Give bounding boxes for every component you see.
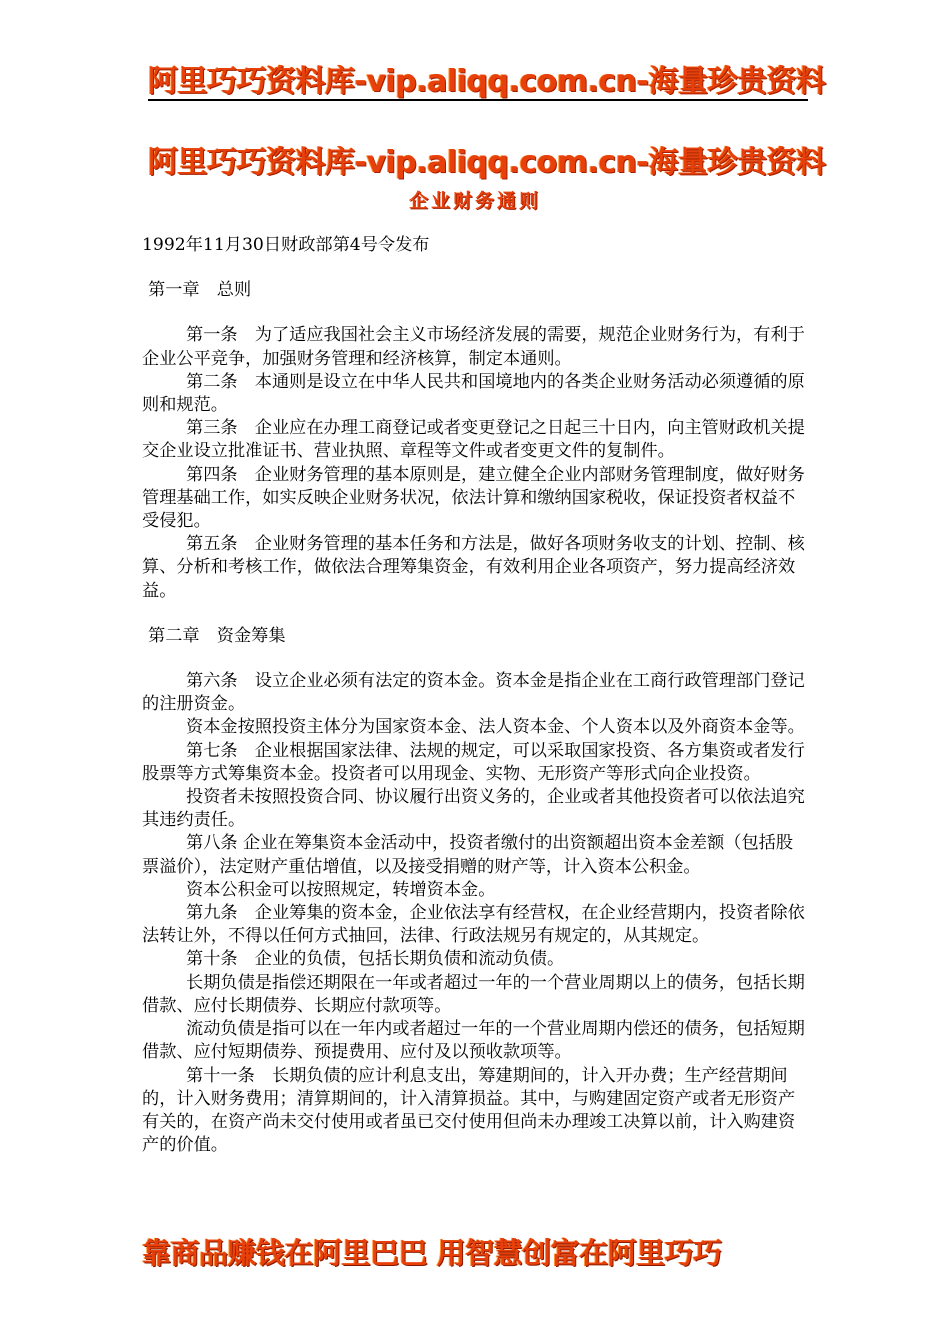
footer-banner[interactable]: 靠商品赚钱在阿里巴巴 用智慧创富在阿里巧巧 bbox=[142, 1236, 722, 1270]
header-banner[interactable]: 阿里巧巧资料库-vip.aliqq.com.cn-海量珍贵资料 bbox=[148, 64, 826, 99]
article-paragraph: 第五条 企业财务管理的基本任务和方法是，做好各项财务收支的计划、控制、核算、分析和考核工作，做依法合理筹集资金，有效利用企业各项资产，努力提高经济效益。 bbox=[142, 534, 805, 601]
document-banner[interactable]: 阿里巧巧资料库-vip.aliqq.com.cn-海量珍贵资料 bbox=[148, 145, 826, 180]
article-paragraph: 第八条 企业在筹集资本金活动中，投资者缴付的出资额超出资本金差额（包括股票溢价），法定财产重估增值，以及接受捐赠的财产等，计入资本公积金。 bbox=[142, 833, 794, 877]
header-divider bbox=[148, 99, 808, 101]
article-paragraph: 第四条 企业财务管理的基本原则是，建立健全企业内部财务管理制度，做好财务管理基础工作，如实反映企业财务状况，依法计算和缴纳国家税收，保证投资者权益不受侵犯。 bbox=[142, 464, 805, 532]
article-paragraph: 第三条 企业应在办理工商登记或者变更登记之日起三十日内，向主管财政机关提交企业设立批准证书、营业执照、章程等文件或者变更文件的复制件。 bbox=[142, 418, 805, 462]
article-paragraph: 第六条 设立企业必须有法定的资本金。资本金是指企业在工商行政管理部门登记的注册资金。 bbox=[142, 671, 805, 715]
article-paragraph: 第九条 企业筹集的资本金，企业依法享有经营权，在企业经营期内，投资者除依法转让外，不得以任何方式抽回，法律、行政法规另有规定的，从其规定。 bbox=[142, 903, 805, 947]
article-paragraph: 第七条 企业根据国家法律、法规的规定，可以采取国家投资、各方集资或者发行股票等方式筹集资本金。投资者可以用现金、实物、无形资产等形式向企业投资。 bbox=[142, 740, 805, 784]
chapter-spacer bbox=[142, 603, 808, 625]
article-paragraph: 第二条 本通则是设立在中华人民共和国境地内的各类企业财务活动必须遵循的原则和规范。 bbox=[142, 371, 805, 416]
chapter-heading: 第一章 总则 bbox=[148, 280, 252, 301]
article-paragraph: 流动负债是指可以在一年内或者超过一年的一个营业周期内偿还的债务，包括短期借款、应付短期债券、预提费用、应付及以预收款项等。 bbox=[142, 1019, 805, 1063]
document-title: 企业财务通则 bbox=[408, 190, 541, 212]
document-body bbox=[142, 234, 808, 1157]
chapter-heading: 第二章 资金筹集 bbox=[148, 625, 286, 646]
issue-line: 1992年11月30日财政部第4号令发布 bbox=[142, 235, 430, 255]
article-paragraph: 资本公积金可以按照规定，转增资本金。 bbox=[186, 879, 496, 900]
article-paragraph: 第十条 企业的负债，包括长期负债和流动负债。 bbox=[186, 949, 565, 970]
article-paragraph: 投资者未按照投资合同、协议履行出资义务的，企业或者其他投资者可以依法追究其违约责任。 bbox=[142, 787, 805, 831]
article-paragraph: 长期负债是指偿还期限在一年或者超过一年的一个营业周期以上的债务，包括长期借款、应付长期债券、长期应付款项等。 bbox=[142, 972, 805, 1016]
article-paragraph: 第一条 为了适应我国社会主义市场经济发展的需要，规范企业财务行为，有利于企业公平竞争，加强财务管理和经济核算，制定本通则。 bbox=[142, 325, 805, 369]
article-paragraph: 资本金按照投资主体分为国家资本金、法人资本金、个人资本以及外商资本金等。 bbox=[186, 717, 805, 738]
article-paragraph: 第十一条 长期负债的应计利息支出，筹建期间的，计入开办费；生产经营期间的，计入财务费用；清算期间的，计入清算损益。其中，与购建固定资产或者无形资产有关的，在资产尚未交付使用或者虽已交付使用但尚未办理竣工决算以前，计入购建资产的价值。 bbox=[142, 1065, 796, 1156]
